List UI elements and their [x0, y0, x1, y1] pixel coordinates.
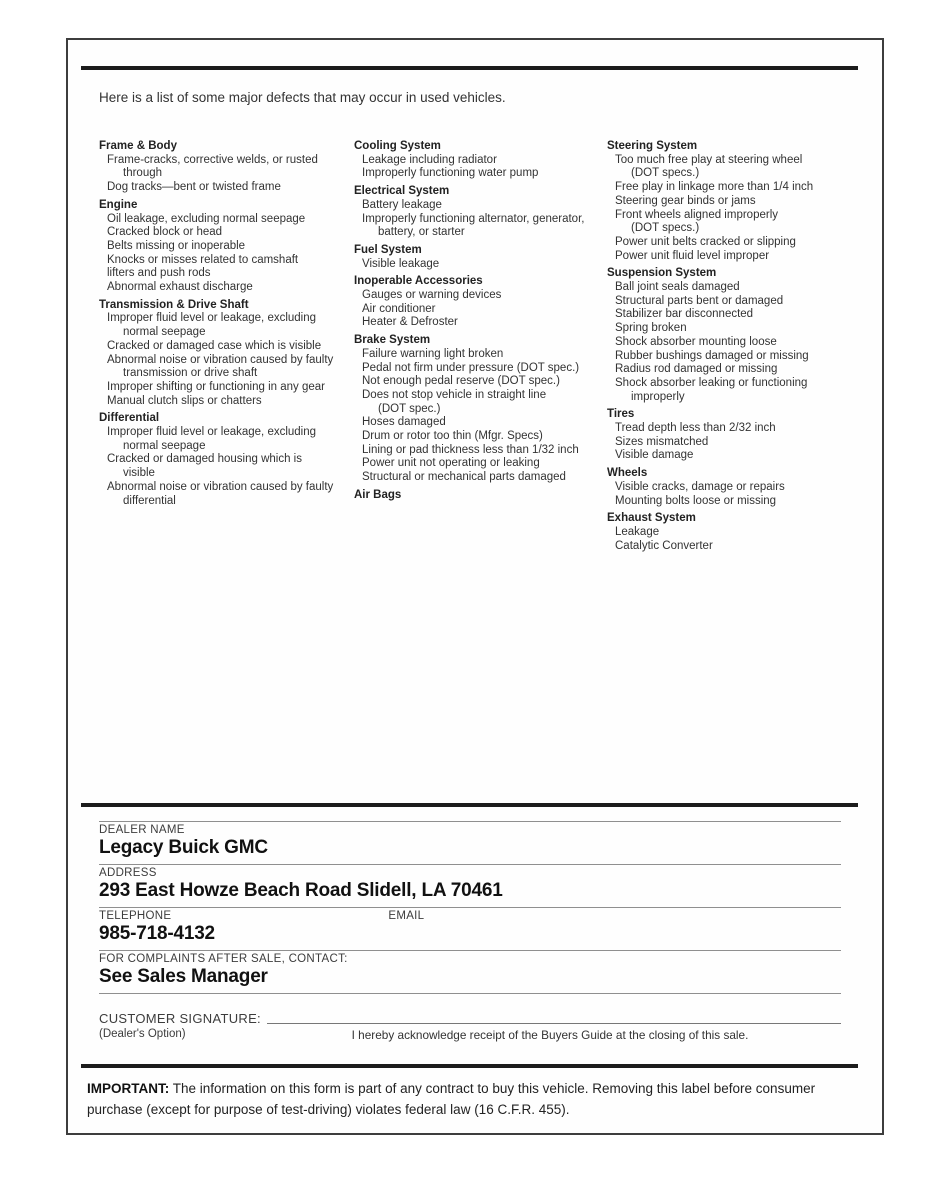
defect-item: transmission or drive shaft	[123, 367, 258, 380]
defect-item: Too much free play at steering wheel	[615, 153, 803, 166]
defect-section	[354, 185, 601, 240]
defect-item: Drum or rotor too thin (Mfgr. Specs)	[362, 430, 543, 443]
defect-item: Shock absorber mounting loose	[615, 335, 777, 348]
defect-item: Steering gear binds or jams	[615, 194, 756, 207]
defect-item: through	[123, 167, 163, 180]
dealer-name-label: DEALER NAME	[99, 824, 185, 836]
signature-line	[267, 1023, 841, 1024]
important-label: IMPORTANT:	[87, 1081, 170, 1096]
complaints-label: FOR COMPLAINTS AFTER SALE, CONTACT:	[99, 953, 348, 965]
defect-section	[354, 334, 601, 485]
defect-section	[354, 489, 601, 503]
defect-item: Air conditioner	[362, 302, 436, 315]
dealer-fields	[99, 821, 841, 994]
defect-item: Hoses damaged	[362, 416, 446, 429]
important-section	[68, 1064, 882, 1120]
defect-category-title: Cooling System	[354, 140, 441, 152]
defect-item: Knocks or misses related to camshaft	[107, 253, 299, 266]
complaints-row	[99, 950, 841, 994]
dealer-name-value: Legacy Buick GMC	[99, 837, 268, 858]
signature-block	[99, 1011, 841, 1042]
intro-text: Here is a list of some major defects that may occur in used vehicles.	[99, 90, 506, 105]
defect-section	[99, 412, 348, 508]
defect-section	[99, 199, 348, 295]
defect-category-title: Exhaust System	[607, 512, 696, 525]
defect-item: Abnormal noise or vibration caused by faulty	[107, 480, 334, 493]
defect-item: Power unit not operating or leaking	[362, 457, 540, 470]
defect-item: Heater & Defroster	[362, 316, 458, 329]
defect-item: Abnormal exhaust discharge	[107, 281, 253, 294]
defect-item: Catalytic Converter	[615, 539, 713, 552]
defect-item: Pedal not firm under pressure (DOT spec.)	[362, 361, 580, 374]
dealer-info-section	[68, 803, 882, 1042]
dealer-name-row	[99, 821, 841, 864]
defect-category-title: Steering System	[607, 140, 698, 152]
defect-item: Rubber bushings damaged or missing	[615, 349, 809, 362]
defect-item: Not enough pedal reserve (DOT spec.)	[362, 375, 560, 388]
defect-item: Visible leakage	[362, 257, 440, 270]
defect-column-3	[607, 136, 862, 553]
defect-item: Improperly functioning water pump	[362, 167, 539, 180]
acknowledgment-text: I hereby acknowledge receipt of the Buyers Guide at the closing of this sale.	[351, 1028, 749, 1042]
defect-section	[607, 512, 856, 553]
defect-item: differential	[123, 494, 176, 507]
defect-category-title: Engine	[99, 198, 138, 211]
defect-item: Abnormal noise or vibration caused by faulty	[107, 353, 334, 366]
defect-section	[354, 244, 601, 271]
defect-item: lifters and push rods	[107, 267, 211, 280]
defect-item: (DOT specs.)	[631, 222, 700, 235]
defect-item: Gauges or warning devices	[362, 289, 502, 302]
defect-item: Cracked or damaged housing which is	[107, 453, 302, 466]
defect-item: Structural parts bent or damaged	[615, 294, 784, 307]
customer-signature-label: CUSTOMER SIGNATURE:	[99, 1011, 261, 1026]
defect-category-title: Inoperable Accessories	[354, 275, 483, 288]
defect-item: (DOT spec.)	[378, 402, 441, 415]
defect-item: visible	[123, 467, 155, 480]
defect-item: Radius rod damaged or missing	[615, 363, 778, 376]
defect-item: Stabilizer bar disconnected	[615, 308, 754, 321]
defect-category-title: Differential	[99, 412, 160, 425]
defect-item: Power unit belts cracked or slipping	[615, 235, 796, 248]
address-value: 293 East Howze Beach Road Slidell, LA 70461	[99, 880, 503, 901]
email-label: EMAIL	[388, 910, 425, 922]
defect-section	[99, 140, 348, 195]
telephone-email-row	[99, 907, 841, 950]
defect-item: Improper shifting or functioning in any gear	[107, 380, 325, 393]
defect-columns	[99, 136, 862, 553]
defect-item: Belts missing or inoperable	[107, 239, 246, 252]
defect-item: Cracked block or head	[107, 226, 223, 239]
dealers-option-note: (Dealer's Option)	[99, 1028, 186, 1040]
defect-section	[607, 140, 856, 263]
defect-item: Shock absorber leaking or functioning	[615, 376, 808, 389]
defect-section	[99, 299, 348, 409]
complaints-value: See Sales Manager	[99, 966, 268, 987]
defect-category-title: Fuel System	[354, 243, 422, 256]
defect-item: Improper fluid level or leakage, excluding	[107, 426, 317, 439]
defect-item: Free play in linkage more than 1/4 inch	[615, 181, 814, 194]
telephone-value: 985-718-4132	[99, 923, 215, 944]
defect-item: Structural or mechanical parts damaged	[362, 471, 566, 484]
defect-item: Improper fluid level or leakage, excluding	[107, 312, 317, 325]
important-divider-rule	[81, 1064, 858, 1068]
defect-category-title: Electrical System	[354, 185, 450, 198]
defect-category-title: Tires	[607, 408, 635, 421]
defect-item: Dog tracks—bent or twisted frame	[107, 181, 281, 194]
defect-item: Lining or pad thickness less than 1/32 inch	[362, 443, 579, 456]
defect-item: Does not stop vehicle in straight line	[362, 388, 547, 401]
defect-item: Spring broken	[615, 322, 687, 335]
defect-category-title: Brake System	[354, 334, 431, 347]
defect-item: Leakage including radiator	[362, 153, 497, 166]
defect-item: battery, or starter	[378, 226, 465, 239]
defect-column-1	[99, 136, 354, 553]
address-row	[99, 864, 841, 907]
defect-item: Oil leakage, excluding normal seepage	[107, 212, 306, 225]
telephone-label: TELEPHONE	[99, 910, 172, 922]
defect-category-title: Air Bags	[354, 488, 402, 501]
defect-item: Tread depth less than 2/32 inch	[615, 422, 776, 435]
defect-column-2	[354, 136, 607, 553]
defect-category-title: Wheels	[607, 467, 648, 480]
defect-item: Front wheels aligned improperly	[615, 208, 778, 221]
defect-item: Ball joint seals damaged	[615, 281, 740, 294]
defect-item: normal seepage	[123, 326, 206, 339]
defect-category-title: Suspension System	[607, 267, 717, 280]
buyers-guide-page	[66, 38, 884, 1135]
top-divider-rule	[81, 66, 858, 70]
defect-section	[354, 140, 601, 181]
defect-section	[607, 467, 856, 508]
defect-item: Cracked or damaged case which is visible	[107, 339, 322, 352]
important-body: The information on this form is part of any contract to buy this vehicle. Removing this label before consumer purchase (except for purpose of test-driving) violates federal law (16 C.F.R. 455).	[87, 1081, 816, 1117]
address-label: ADDRESS	[99, 867, 157, 879]
defect-item: improperly	[631, 390, 685, 403]
defect-item: Visible cracks, damage or repairs	[615, 480, 785, 493]
defect-item: Visible damage	[615, 449, 694, 462]
defect-section	[607, 267, 856, 404]
important-text	[87, 1079, 858, 1120]
defect-section	[607, 408, 856, 463]
defect-item: Mounting bolts loose or missing	[615, 494, 777, 507]
defect-item: (DOT specs.)	[631, 167, 700, 180]
middle-divider-rule	[81, 803, 858, 807]
defect-item: normal seepage	[123, 439, 206, 452]
defect-item: Failure warning light broken	[362, 347, 504, 360]
defect-item: Sizes mismatched	[615, 435, 709, 448]
defect-category-title: Transmission & Drive Shaft	[99, 298, 249, 311]
defect-item: Manual clutch slips or chatters	[107, 394, 262, 407]
defect-item: Power unit fluid level improper	[615, 249, 770, 262]
defect-category-title: Frame & Body	[99, 140, 177, 152]
defect-item: Frame-cracks, corrective welds, or rusted	[107, 153, 318, 166]
defect-section	[354, 275, 601, 330]
defect-item: Leakage	[615, 525, 660, 538]
defect-item: Improperly functioning alternator, generator,	[362, 212, 585, 225]
defect-item: Battery leakage	[362, 198, 442, 211]
